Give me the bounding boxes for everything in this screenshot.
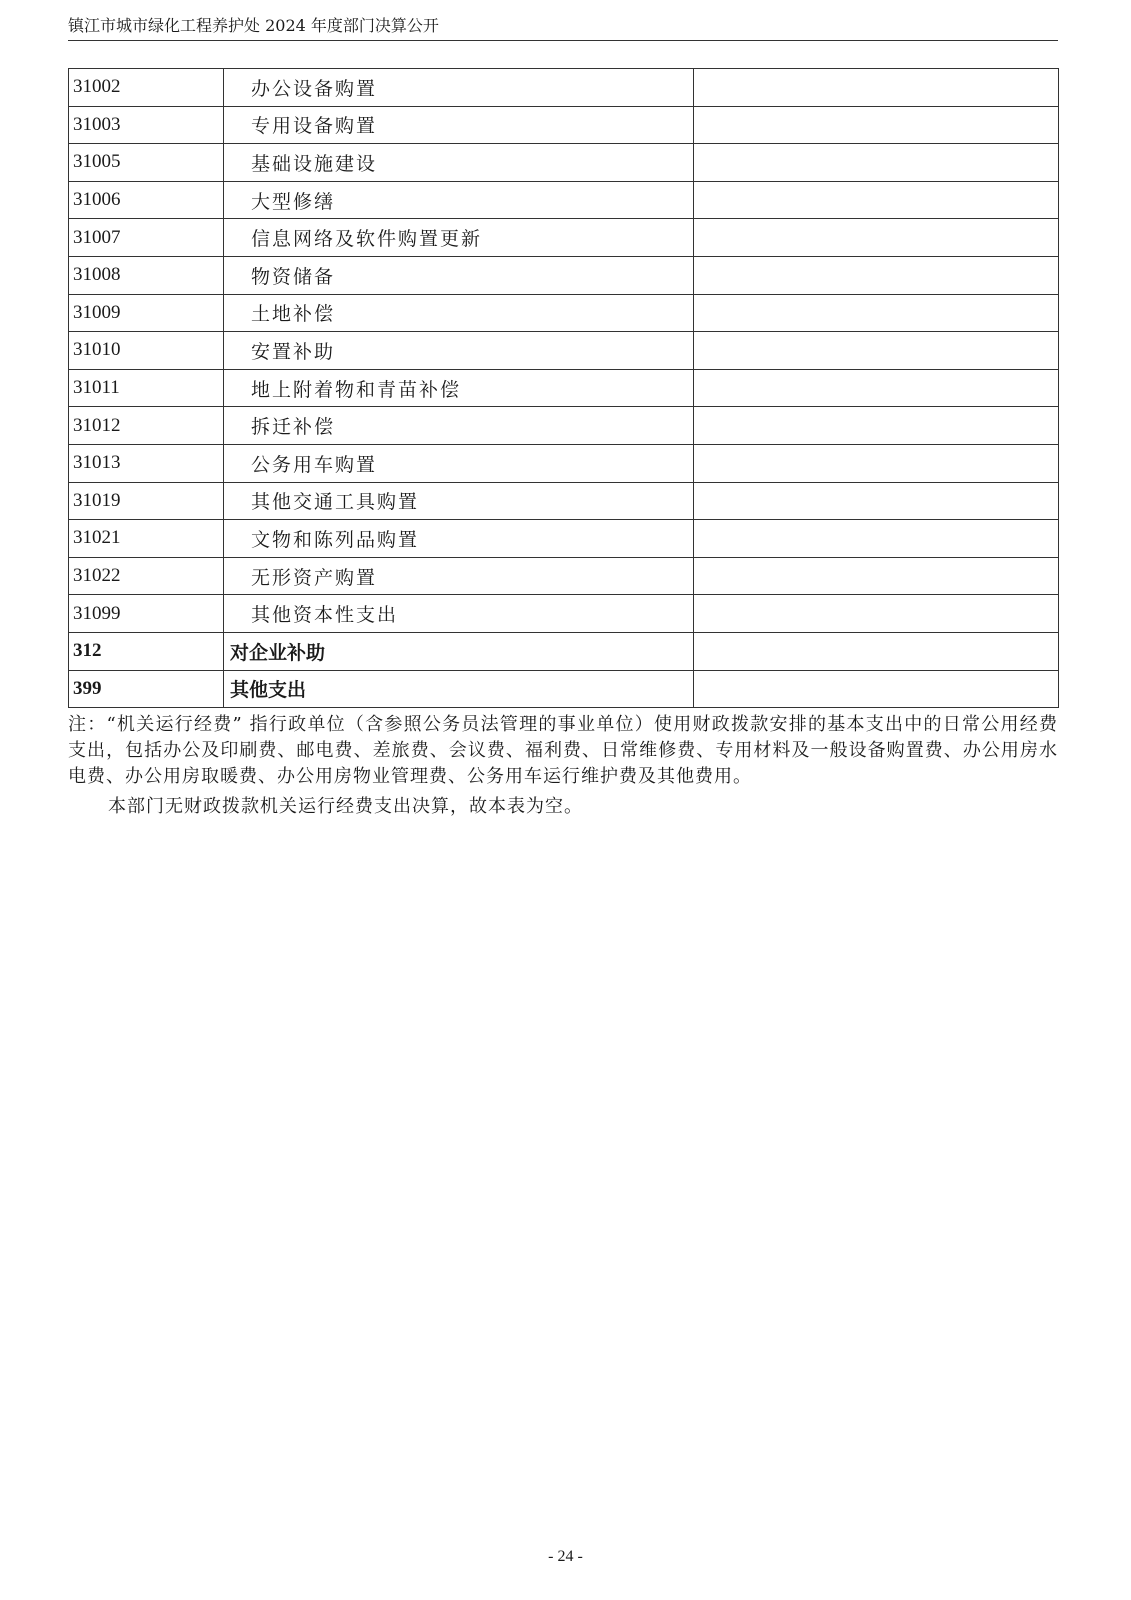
row-name: 安置补助 <box>224 332 694 370</box>
table-row <box>69 557 1059 595</box>
row-value <box>694 219 1059 257</box>
table-row <box>69 294 1059 332</box>
empty-table-statement: 本部门无财政拨款机关运行经费支出决算，故本表为空。 <box>108 796 583 817</box>
row-code: 31010 <box>69 332 224 370</box>
row-code: 31009 <box>69 294 224 332</box>
row-value <box>694 670 1059 708</box>
row-value <box>694 595 1059 633</box>
row-value <box>694 407 1059 445</box>
row-value <box>694 632 1059 670</box>
table-note: 注：“机关运行经费” 指行政单位（含参照公务员法管理的事业单位）使用财政拨款安排的基本支出中的日常公用经费支出，包括办公及印刷费、邮电费、差旅费、会议费、福利费、日常维修费、专用材料及一般设备购置费、办公用房水电费、办公用房取暖费、办公用房物业管理费、公务用车运行维护费及其他费用。 <box>68 714 1058 787</box>
row-code: 31013 <box>69 444 224 482</box>
row-code: 31022 <box>69 557 224 595</box>
row-value <box>694 557 1059 595</box>
row-code: 31005 <box>69 144 224 182</box>
table-row <box>69 482 1059 520</box>
table-row <box>69 106 1059 144</box>
row-value <box>694 369 1059 407</box>
row-name: 基础设施建设 <box>224 144 694 182</box>
table-body <box>69 69 1059 708</box>
header-title: 镇江市城市绿化工程养护处 2024 年度部门决算公开 <box>68 16 439 35</box>
row-name: 大型修缮 <box>224 181 694 219</box>
table-row <box>69 181 1059 219</box>
table-row <box>69 670 1059 708</box>
row-code: 31021 <box>69 520 224 558</box>
row-value <box>694 332 1059 370</box>
row-name: 其他支出 <box>224 670 694 708</box>
row-name: 物资储备 <box>224 256 694 294</box>
table-row <box>69 595 1059 633</box>
row-value <box>694 106 1059 144</box>
row-name: 其他资本性支出 <box>224 595 694 633</box>
row-name: 土地补偿 <box>224 294 694 332</box>
row-value <box>694 482 1059 520</box>
row-code: 399 <box>69 670 224 708</box>
table-row <box>69 332 1059 370</box>
row-code: 312 <box>69 632 224 670</box>
row-code: 31008 <box>69 256 224 294</box>
row-name: 专用设备购置 <box>224 106 694 144</box>
table-row <box>69 632 1059 670</box>
table-row <box>69 520 1059 558</box>
table-row <box>69 219 1059 257</box>
row-code: 31006 <box>69 181 224 219</box>
row-name: 对企业补助 <box>224 632 694 670</box>
row-value <box>694 256 1059 294</box>
row-code: 31011 <box>69 369 224 407</box>
row-code: 31007 <box>69 219 224 257</box>
row-name: 无形资产购置 <box>224 557 694 595</box>
row-code: 31099 <box>69 595 224 633</box>
row-code: 31002 <box>69 69 224 107</box>
row-name: 公务用车购置 <box>224 444 694 482</box>
row-value <box>694 444 1059 482</box>
table-row <box>69 369 1059 407</box>
row-name: 信息网络及软件购置更新 <box>224 219 694 257</box>
row-value <box>694 520 1059 558</box>
row-name: 拆迁补偿 <box>224 407 694 445</box>
table-row <box>69 407 1059 445</box>
row-name: 地上附着物和青苗补偿 <box>224 369 694 407</box>
document-header <box>68 12 1058 41</box>
row-value <box>694 181 1059 219</box>
table-row <box>69 144 1059 182</box>
row-name: 其他交通工具购置 <box>224 482 694 520</box>
row-value <box>694 69 1059 107</box>
table-row <box>69 256 1059 294</box>
table-row <box>69 444 1059 482</box>
row-name: 文物和陈列品购置 <box>224 520 694 558</box>
row-value <box>694 144 1059 182</box>
row-code: 31012 <box>69 407 224 445</box>
row-value <box>694 294 1059 332</box>
row-name: 办公设备购置 <box>224 69 694 107</box>
row-code: 31019 <box>69 482 224 520</box>
page-number: - 24 - <box>548 1548 583 1565</box>
expenditure-table <box>68 68 1059 708</box>
row-code: 31003 <box>69 106 224 144</box>
table-row <box>69 69 1059 107</box>
